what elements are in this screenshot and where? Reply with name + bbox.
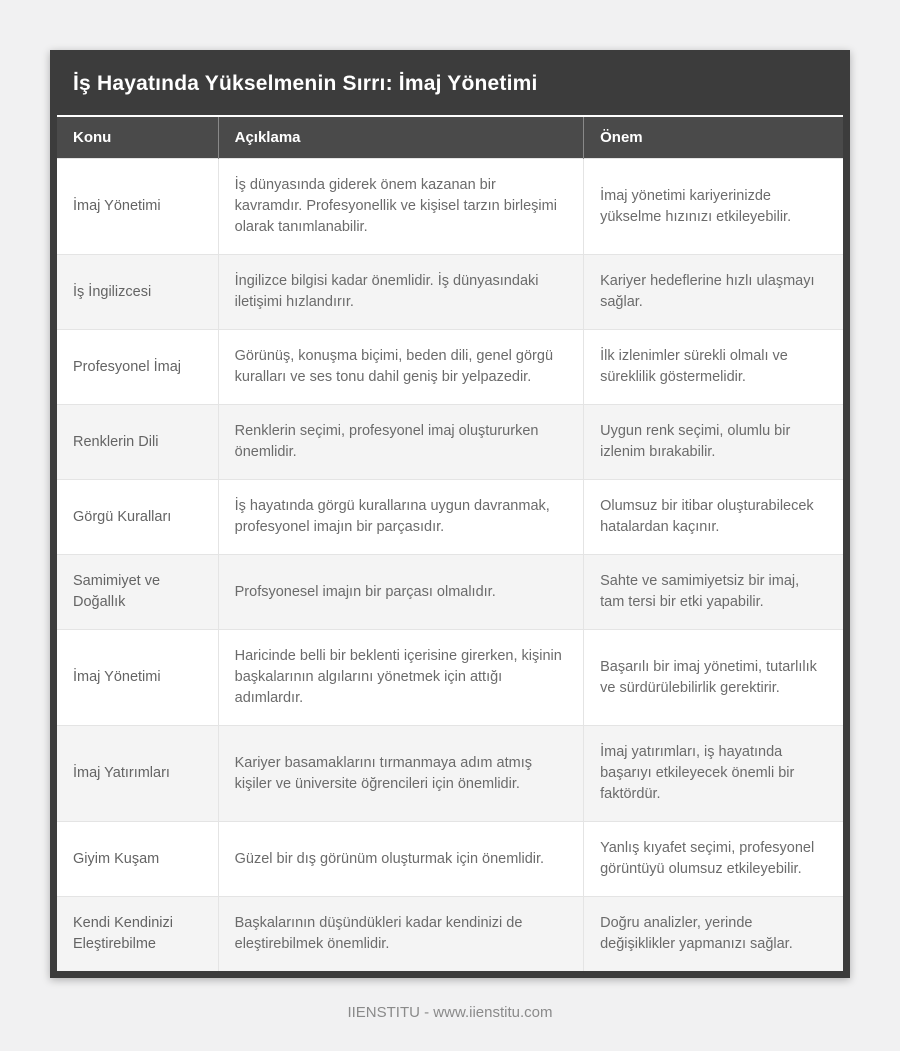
importance-cell: İmaj yönetimi kariyerinizde yükselme hızınızı etkileyebilir.: [584, 159, 843, 255]
image-management-table: [57, 115, 843, 971]
importance-cell: Sahte ve samimiyetsiz bir imaj, tam tersi bir etki yapabilir.: [584, 555, 843, 630]
description-cell: Başkalarının düşündükleri kadar kendinizi de eleştirebilmek önemlidir.: [218, 897, 583, 972]
topic-cell: İmaj Yönetimi: [57, 630, 218, 726]
table-header: [57, 116, 843, 159]
topic-cell: Giyim Kuşam: [57, 822, 218, 897]
table-row: [57, 255, 843, 330]
importance-cell: Uygun renk seçimi, olumlu bir izlenim bırakabilir.: [584, 405, 843, 480]
column-header-topic: Konu: [57, 116, 218, 159]
description-cell: Kariyer basamaklarını tırmanmaya adım atmış kişiler ve üniversite öğrencileri için önemlidir.: [218, 726, 583, 822]
table-row: [57, 897, 843, 972]
topic-cell: İş İngilizcesi: [57, 255, 218, 330]
topic-cell: Görgü Kuralları: [57, 480, 218, 555]
description-cell: Güzel bir dış görünüm oluşturmak için önemlidir.: [218, 822, 583, 897]
topic-cell: Profesyonel İmaj: [57, 330, 218, 405]
importance-cell: Olumsuz bir itibar oluşturabilecek hatalardan kaçınır.: [584, 480, 843, 555]
table-row: [57, 630, 843, 726]
description-cell: Görünüş, konuşma biçimi, beden dili, genel görgü kuralları ve ses tonu dahil geniş bir yelpazedir.: [218, 330, 583, 405]
table-row: [57, 555, 843, 630]
description-cell: İş dünyasında giderek önem kazanan bir kavramdır. Profesyonellik ve kişisel tarzın birleşimi olarak tanımlanabilir.: [218, 159, 583, 255]
table-row: [57, 330, 843, 405]
importance-cell: İmaj yatırımları, iş hayatında başarıyı etkileyecek önemli bir faktördür.: [584, 726, 843, 822]
table-row: [57, 159, 843, 255]
page-title: İş Hayatında Yükselmenin Sırrı: İmaj Yönetimi: [57, 57, 843, 115]
importance-cell: Doğru analizler, yerinde değişiklikler yapmanızı sağlar.: [584, 897, 843, 972]
topic-cell: Kendi Kendinizi Eleştirebilme: [57, 897, 218, 972]
table-row: [57, 726, 843, 822]
importance-cell: Yanlış kıyafet seçimi, profesyonel görüntüyü olumsuz etkileyebilir.: [584, 822, 843, 897]
table-body: [57, 159, 843, 972]
description-cell: Renklerin seçimi, profesyonel imaj oluştururken önemlidir.: [218, 405, 583, 480]
column-header-importance: Önem: [584, 116, 843, 159]
header-row: [57, 116, 843, 159]
table-row: [57, 405, 843, 480]
description-cell: Haricinde belli bir beklenti içerisine girerken, kişinin başkalarının algılarını yönetmek için attığı adımlardır.: [218, 630, 583, 726]
importance-cell: Kariyer hedeflerine hızlı ulaşmayı sağlar.: [584, 255, 843, 330]
content-card: [50, 50, 850, 978]
topic-cell: İmaj Yatırımları: [57, 726, 218, 822]
description-cell: İngilizce bilgisi kadar önemlidir. İş dünyasındaki iletişimi hızlandırır.: [218, 255, 583, 330]
topic-cell: Renklerin Dili: [57, 405, 218, 480]
topic-cell: İmaj Yönetimi: [57, 159, 218, 255]
topic-cell: Samimiyet ve Doğallık: [57, 555, 218, 630]
description-cell: İş hayatında görgü kurallarına uygun davranmak, profesyonel imajın bir parçasıdır.: [218, 480, 583, 555]
description-cell: Profsyonesel imajın bir parçası olmalıdır.: [218, 555, 583, 630]
column-header-description: Açıklama: [218, 116, 583, 159]
table-row: [57, 480, 843, 555]
importance-cell: Başarılı bir imaj yönetimi, tutarlılık ve sürdürülebilirlik gerektirir.: [584, 630, 843, 726]
footer-text: IIENSTITU - www.iienstitu.com: [347, 1004, 553, 1022]
table-row: [57, 822, 843, 897]
importance-cell: İlk izlenimler sürekli olmalı ve süreklilik göstermelidir.: [584, 330, 843, 405]
